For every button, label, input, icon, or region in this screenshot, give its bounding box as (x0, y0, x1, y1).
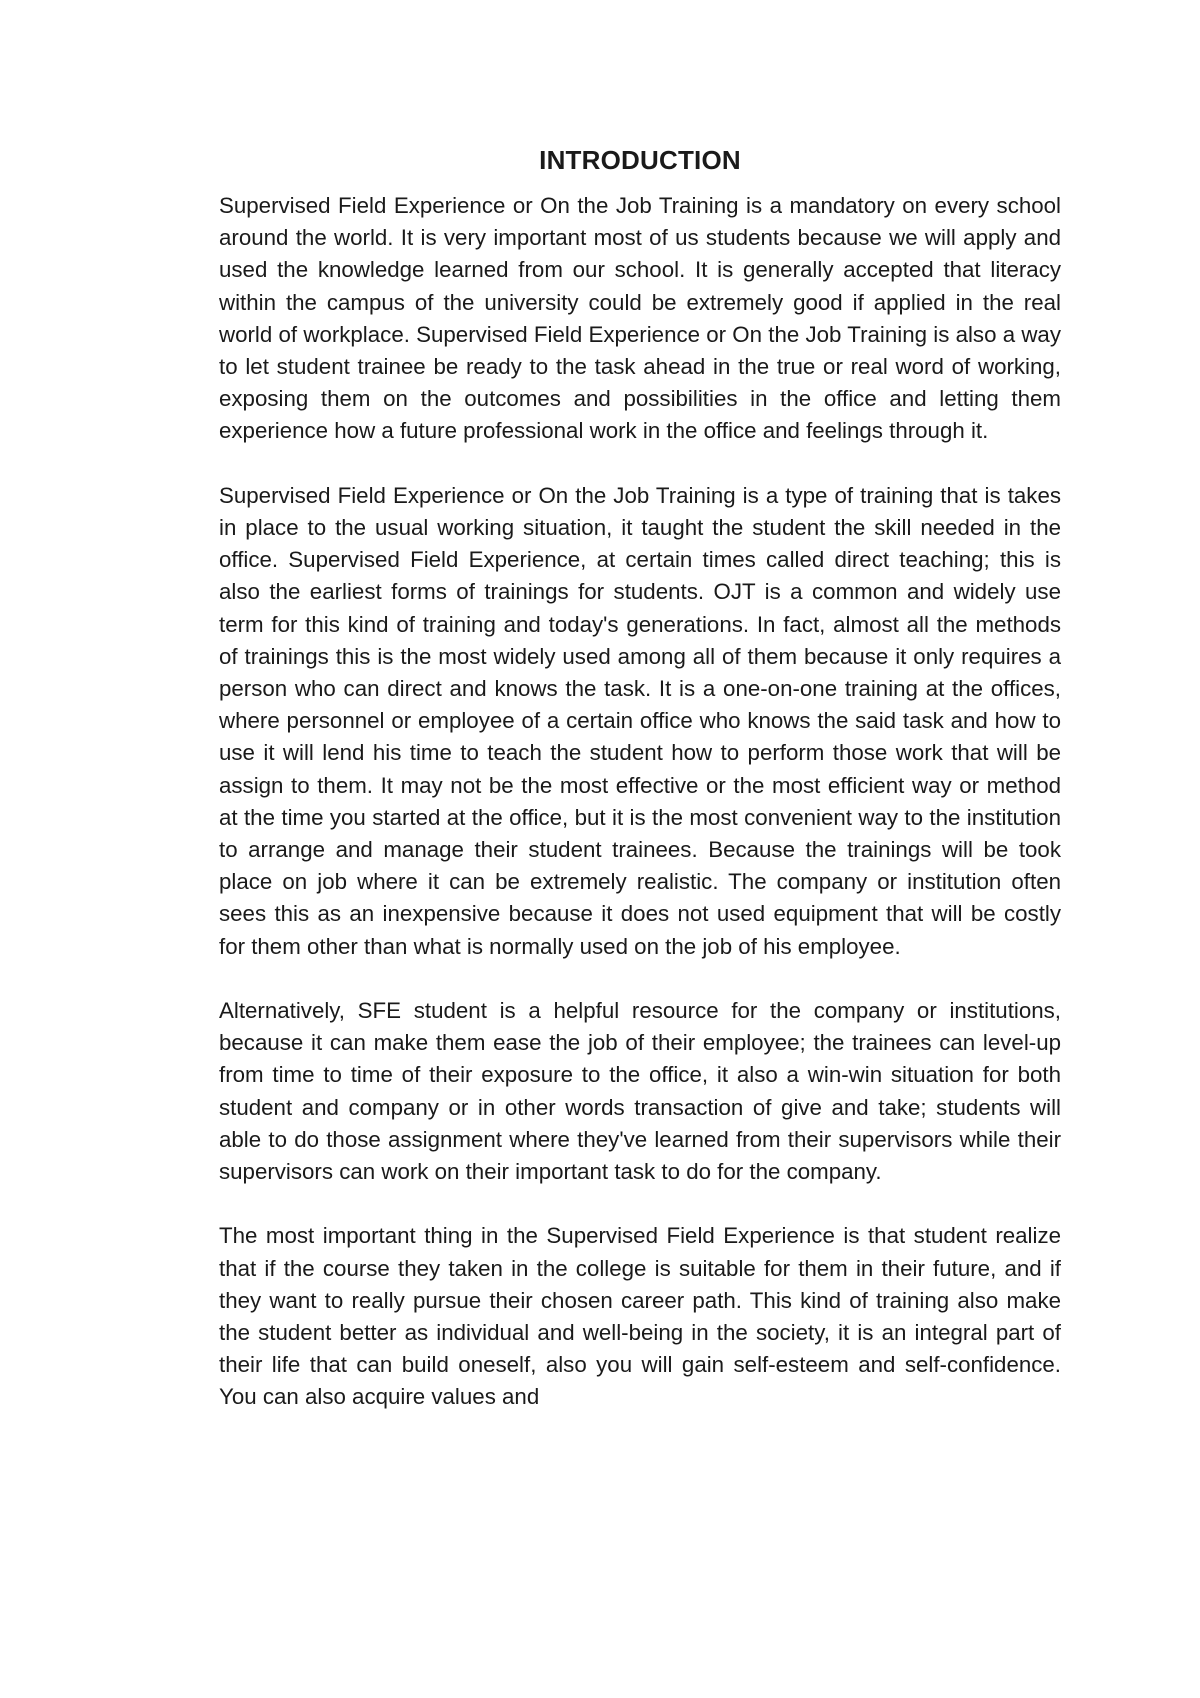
paragraph-3: Alternatively, SFE student is a helpful resource for the company or institutions, because it can make them ease the job of their employee; the trainees can level-up from time to time of their exposure to the office, it also a win-win situation for both student and company or in other words transaction of give and take; students will able to do those assignment where they've learned from their supervisors while their supervisors can work on their important task to do for the company. (219, 998, 1061, 1185)
paragraph-1: Supervised Field Experience or On the Job Training is a mandatory on every school around the world. It is very important most of us students because we will apply and used the knowledge learned from our school. It is generally accepted that literacy within the campus of the university could be extremely good if applied in the real world of workplace. Supervised Field Experience or On the Job Training is also a way to let student trainee be ready to the task ahead in the true or real word of working, exposing them on the outcomes and possibilities in the office and letting them experience how a future professional work in the office and feelings through it. (219, 193, 1061, 444)
document-title: INTRODUCTION (539, 145, 741, 175)
document-page (219, 140, 1061, 1414)
paragraph-2: Supervised Field Experience or On the Job Training is a type of training that is takes in place to the usual working situation, it taught the student the skill needed in the office. Supervised Field Experience, at certain times called direct teaching; this is also the earliest forms of trainings for students. OJT is a common and widely use term for this kind of training and today's generations. In fact, almost all the methods of trainings this is the most widely used among all of them because it only requires a person who can direct and knows the task. It is a one-on-one training at the offices, where personnel or employee of a certain office who knows the said task and how to use it will lend his time to teach the student how to perform those work that will be assign to them. It may not be the most effective or the most efficient way or method at the time you started at the office, but it is the most convenient way to the institution to arrange and manage their student trainees. Because the trainings will be took place on job where it can be extremely realistic. The company or institution often sees this as an inexpensive because it does not used equipment that will be costly for them other than what is normally used on the job of his employee. (219, 482, 1061, 959)
paragraph-4: The most important thing in the Supervised Field Experience is that student realize that if the course they taken in the college is suitable for them in their future, and if they want to really pursue their chosen career path. This kind of training also make the student better as individual and well-being in the society, it is an integral part of their life that can build oneself, also you will gain self-esteem and self-confidence. You can also acquire values and (219, 1223, 1061, 1410)
